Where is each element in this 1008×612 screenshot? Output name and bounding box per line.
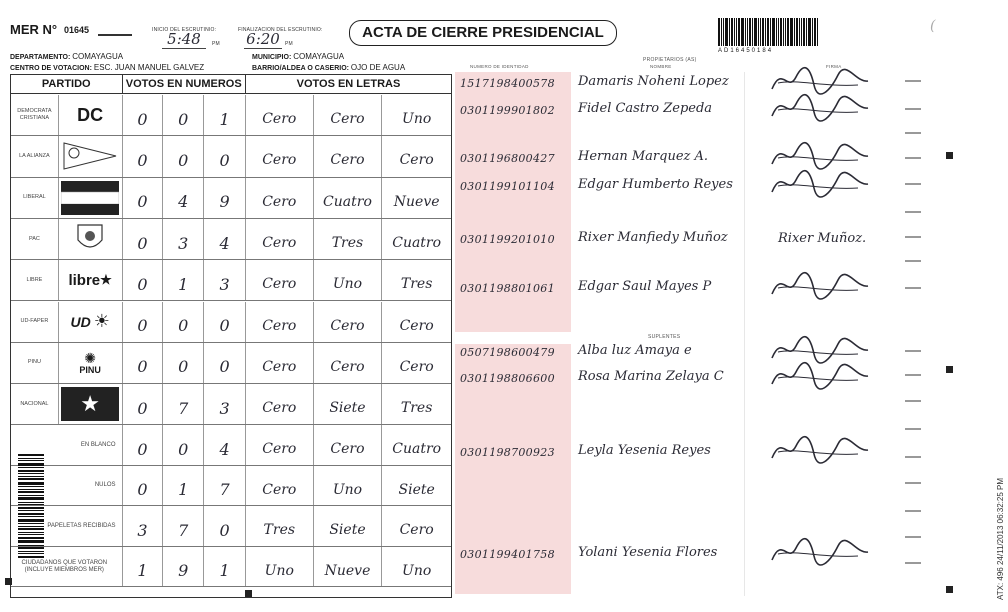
vote-word: Cero	[246, 466, 314, 506]
dc-logo-icon: DC	[77, 104, 104, 125]
vote-word: Cero	[399, 522, 434, 539]
vote-digit: 0	[123, 384, 164, 424]
party-logo	[59, 260, 123, 300]
signature-column-label: FIRMA	[826, 64, 842, 69]
vote-word: Cero	[246, 136, 314, 176]
vote-digit: 0	[123, 260, 164, 300]
mer-number: 01645	[64, 25, 90, 35]
vote-digit: 0	[123, 136, 164, 176]
start-label: INICIO DEL ESCRUTINIO:	[152, 27, 217, 33]
signature-divider	[744, 72, 745, 596]
alianza-logo-icon	[61, 139, 119, 173]
vote-digit: 0	[163, 343, 204, 383]
margin-mark	[905, 80, 921, 82]
vote-digit: 1	[123, 547, 164, 587]
party-logo	[59, 219, 123, 259]
vote-word: Cero	[314, 136, 383, 176]
signature-icon	[768, 432, 878, 466]
margin-mark	[905, 236, 921, 238]
margin-mark	[905, 350, 921, 352]
party-name: DEMOCRATA CRISTIANA	[11, 95, 59, 135]
vote-word: Siete	[314, 384, 383, 424]
member-name: Hernan Marquez A.	[578, 149, 709, 164]
member-id: 0301196800427	[460, 152, 555, 165]
registration-mark-icon	[5, 578, 12, 585]
member-id: 0301199901802	[460, 104, 555, 117]
vote-digit: 3	[204, 384, 246, 424]
vote-digit: 4	[163, 178, 204, 218]
total-row	[11, 425, 451, 466]
vote-digit: 0	[123, 95, 164, 135]
vote-word: Cuatro	[392, 235, 442, 252]
pinu-logo-icon	[61, 346, 119, 380]
vote-word: Cero	[246, 302, 314, 342]
vote-word: Cero	[246, 260, 314, 300]
vote-digit: 7	[163, 384, 204, 424]
vote-digit: 0	[123, 302, 164, 342]
member-name: Edgar Saul Mayes P	[578, 279, 712, 294]
liberal-flag-icon	[61, 181, 119, 215]
timestamp-stamp: ATX: 496 24/11/2013 06:32:25 PM	[996, 477, 1005, 600]
vote-digit: 0	[204, 136, 246, 176]
party-logo	[59, 384, 123, 424]
member-id: 0301199401758	[460, 548, 555, 561]
vote-word: Cero	[246, 343, 314, 383]
vote-word: Cero	[399, 317, 434, 334]
mer-label: MER N°	[10, 22, 58, 37]
vote-digit: 0	[123, 425, 164, 465]
alternates-label: SUPLENTES	[648, 334, 681, 340]
vote-word: Uno	[402, 562, 432, 579]
vote-word: Cero	[246, 95, 314, 135]
vote-word: Cero	[399, 358, 434, 375]
party-row	[11, 384, 451, 425]
vote-word: Siete	[314, 506, 383, 546]
total-label: PAPELETAS RECIBIDAS	[11, 506, 123, 546]
registration-mark-icon	[946, 366, 953, 373]
municipality-value: COMAYAGUA	[293, 52, 345, 61]
party-row	[11, 136, 451, 177]
tse-logo-icon	[98, 24, 132, 36]
margin-mark	[905, 287, 921, 289]
pinu-emblem-icon: ✺	[84, 349, 96, 366]
member-id: 0301198801061	[460, 282, 555, 295]
pac-shield-icon	[61, 222, 119, 256]
libre-logo-icon	[61, 263, 119, 297]
member-name: Alba luz Amaya e	[578, 343, 692, 358]
total-label: CIUDADANOS QUE VOTARON (INCLUYE MIEMBROS MER)	[11, 547, 123, 587]
party-name: PINU	[11, 343, 59, 383]
party-name: PAC	[11, 219, 59, 259]
margin-mark	[905, 374, 921, 376]
vote-digit: 7	[204, 466, 246, 506]
sun-icon: ☀	[93, 311, 110, 332]
vote-word: Cero	[246, 219, 314, 259]
margin-mark	[905, 510, 921, 512]
margin-mark	[905, 562, 921, 564]
vote-word: Cero	[314, 302, 383, 342]
vote-digit: 0	[204, 343, 246, 383]
numbers-column-header: VOTOS EN NUMEROS	[123, 75, 246, 93]
owners-label: PROPIETARIOS (AS)	[643, 57, 697, 63]
margin-mark	[905, 183, 921, 185]
vote-word: Cuatro	[392, 441, 442, 458]
vote-digit: 3	[123, 506, 164, 546]
member-id: 0301198806600	[460, 372, 555, 385]
member-name: Leyla Yesenia Reyes	[578, 443, 711, 458]
margin-mark	[905, 400, 921, 402]
pinu-logo-text: PINU	[79, 364, 101, 375]
party-logo	[59, 178, 123, 218]
party-logo	[59, 95, 123, 135]
municipality-label: MUNICIPIO:	[252, 54, 292, 61]
document-title: ACTA DE CIERRE PRESIDENCIAL	[349, 20, 617, 46]
vote-word: Tres	[400, 400, 433, 417]
village-value: OJO DE AGUA	[350, 63, 406, 72]
vote-word: Nueve	[393, 193, 440, 210]
libre-logo-text: libre	[68, 271, 101, 289]
party-row	[11, 178, 451, 219]
total-label: EN BLANCO	[11, 425, 123, 465]
village-label: BARRIO/ALDEA O CASERIO:	[252, 65, 349, 72]
registration-mark-icon	[245, 590, 252, 597]
margin-mark	[905, 108, 921, 110]
member-id: 1517198400578	[460, 77, 555, 90]
vote-digit: 0	[163, 95, 204, 135]
margin-mark	[905, 157, 921, 159]
party-name: LIBERAL	[11, 178, 59, 218]
margin-mark	[905, 428, 921, 430]
party-row	[11, 302, 451, 343]
signature-icon	[768, 90, 878, 124]
member-name: Yolani Yesenia Flores	[578, 545, 718, 560]
vote-digit: 0	[163, 302, 204, 342]
ud-sun-icon	[61, 305, 119, 339]
vote-digit: 3	[204, 260, 246, 300]
member-id: 0507198600479	[460, 346, 555, 359]
margin-mark	[905, 482, 921, 484]
vote-digit: 0	[123, 466, 164, 506]
total-row	[11, 466, 451, 507]
vote-word: Tres	[400, 276, 433, 293]
vote-word: Tres	[246, 506, 314, 546]
signature-icon: Rixer Muñoz.	[778, 231, 867, 246]
vote-digit: 0	[123, 219, 164, 259]
party-logo	[59, 302, 123, 342]
id-column-label: NUMERO DE IDENTIDAD	[470, 64, 529, 69]
member-name: Fidel Castro Zepeda	[578, 101, 713, 116]
start-time: 5:48	[162, 30, 206, 49]
votes-table	[10, 74, 452, 598]
party-name: LIBRE	[11, 260, 59, 300]
side-barcode-icon	[18, 454, 44, 574]
vote-digit: 1	[204, 547, 246, 587]
vote-digit: 1	[163, 466, 204, 506]
star-icon: ★	[100, 272, 112, 288]
center-value: ESC. JUAN MANUEL GALVEZ	[93, 63, 205, 72]
margin-mark	[905, 456, 921, 458]
barcode-text: AD16450184	[718, 48, 774, 54]
signature-icon	[768, 268, 878, 302]
margin-mark	[905, 536, 921, 538]
registration-mark-icon	[946, 152, 953, 159]
margin-mark	[905, 211, 921, 213]
party-name: NACIONAL	[11, 384, 59, 424]
center-label: CENTRO DE VOTACION:	[10, 65, 92, 72]
vote-digit: 0	[123, 343, 164, 383]
member-name: Rixer Manfiedy Muñoz	[578, 230, 728, 245]
party-logo	[59, 343, 123, 383]
vote-digit: 1	[204, 95, 246, 135]
vote-digit: 9	[163, 547, 204, 587]
letters-column-header: VOTOS EN LETRAS	[296, 78, 401, 90]
party-row	[11, 260, 451, 301]
signature-icon	[768, 166, 878, 200]
member-id: 0301198700923	[460, 446, 555, 459]
party-row	[11, 343, 451, 384]
vote-word: Cero	[399, 152, 434, 169]
vote-word: Cero	[246, 384, 314, 424]
vote-word: Cero	[314, 425, 383, 465]
vote-digit: 7	[163, 506, 204, 546]
margin-mark	[905, 132, 921, 134]
vote-word: Tres	[314, 219, 383, 259]
total-row	[11, 506, 451, 547]
vote-word: Cero	[314, 95, 383, 135]
member-name: Damaris Noheni Lopez	[578, 74, 729, 89]
vote-word: Siete	[398, 481, 435, 498]
party-column-header: PARTIDO	[11, 75, 123, 93]
party-name: LA ALIANZA	[11, 136, 59, 176]
nacional-star-icon: ★	[61, 387, 119, 421]
vote-word: Cero	[246, 178, 314, 218]
vote-word: Uno	[314, 466, 383, 506]
vote-word: Nueve	[314, 547, 383, 587]
table-header	[11, 75, 451, 94]
end-suffix: PM	[285, 41, 293, 47]
vote-digit: 9	[204, 178, 246, 218]
party-logo	[59, 136, 123, 176]
vote-word: Uno	[402, 111, 432, 128]
barcode-icon	[718, 18, 819, 46]
party-name: UD-FAPER	[11, 302, 59, 342]
vote-digit: 0	[204, 302, 246, 342]
vote-word: Uno	[246, 547, 314, 587]
end-label: FINALIZACION DEL ESCRUTINIO:	[238, 27, 323, 33]
vote-digit: 0	[123, 178, 164, 218]
department-label: DEPARTAMENTO:	[10, 54, 71, 61]
registration-mark-icon	[946, 586, 953, 593]
department-value: COMAYAGUA	[72, 52, 124, 61]
start-suffix: PM	[212, 41, 220, 47]
total-label: NULOS	[11, 466, 123, 506]
vote-word: Uno	[314, 260, 383, 300]
vote-word: Cuatro	[314, 178, 383, 218]
end-time: 6:20	[244, 30, 282, 49]
party-row	[11, 219, 451, 260]
vote-digit: 4	[204, 219, 246, 259]
margin-mark	[905, 260, 921, 262]
vote-digit: 4	[204, 425, 246, 465]
member-name: Rosa Marina Zelaya C	[578, 369, 724, 384]
member-name: Edgar Humberto Reyes	[578, 177, 733, 192]
name-column-label: NOMBRE	[650, 64, 672, 69]
member-id: 0301199201010	[460, 233, 555, 246]
ud-logo-text: UD	[70, 313, 91, 330]
vote-digit: 0	[204, 506, 246, 546]
vote-digit: 1	[163, 260, 204, 300]
vote-digit: 0	[163, 425, 204, 465]
party-row	[11, 95, 451, 136]
hole-punch-icon: (	[930, 18, 936, 34]
vote-word: Cero	[246, 425, 314, 465]
member-id: 0301199101104	[460, 180, 555, 193]
total-row	[11, 547, 451, 588]
signature-icon	[768, 358, 878, 392]
vote-digit: 3	[163, 219, 204, 259]
vote-word: Cero	[314, 343, 383, 383]
vote-digit: 0	[163, 136, 204, 176]
signature-icon	[768, 534, 878, 568]
